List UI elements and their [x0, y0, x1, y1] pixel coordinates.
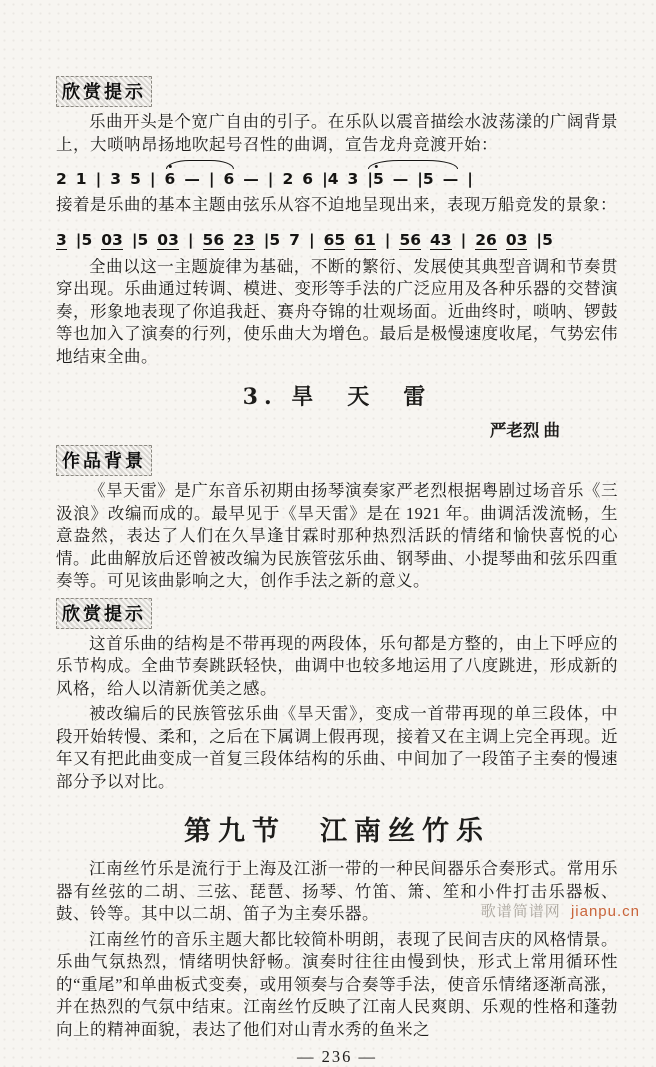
tips-label-hantianlei: 欣赏提示: [56, 598, 152, 629]
page-number: — 236 —: [297, 1047, 377, 1066]
paragraph-jiangnan-2: 江南丝竹的音乐主题大都比较简朴明朗，表现了民间吉庆的风格情景。乐曲气氛热烈，情绪明快舒畅。演奏时往往由慢到快，形式上常用循环性的“重尾”和单曲板式变奏，或用领奏与合奏等手法，使音乐情绪逐渐高涨，并在热烈的气氛中结束。江南丝竹反映了江南人民爽朗、乐观的性格和蓬勃向上的精神面貌，表达了他们对山青水秀的鱼米之: [56, 929, 618, 1039]
paragraph-dragon-boat-development: 全曲以这一主题旋律为基础，不断的繁衍、发展使其典型音调和节奏贯穿出现。乐曲通过转调、模进、变形等手法的广泛应用及各种乐器的交替演奏，形象地表现了你追我赶、赛舟夺锦的壮观场面。近曲终时，唢呐、锣鼓等也加入了演奏的行列，使乐曲大为增色。最后是极慢速度收尾，气势宏伟地结束全曲。: [56, 256, 618, 366]
watermark-site-link[interactable]: jianpu.cn: [570, 903, 640, 920]
composer-credit: 严老烈 曲: [489, 421, 560, 440]
paragraph-hantianlei-background: 《旱天雷》是广东音乐初期由扬琴演奏家严老烈根据粤剧过场音乐《三汲浪》改编而成的。最早见于《旱天雷》是在 1921 年。曲调活泼流畅，生意盎然，表达了人们在久旱逢甘霖时那种热烈活跃的情绪和愉快喜悦的心情。此曲解放后还曾被改编为民族管弦乐曲、钢琴曲、小提琴曲和弦乐四重奏等。可见该曲影响之大，创作手法之新的意义。: [56, 481, 618, 590]
notation-line-intro-theme: 2 1 | 3 5 | 6 — | 6 — | 2 6 |4 3 |5 — |5 — |: [56, 170, 473, 188]
watermark: [481, 900, 640, 921]
paragraph-dragon-boat-theme: 接着是乐曲的基本主题由弦乐从容不迫地呈现出来，表现万船竞发的景象：: [56, 195, 617, 214]
background-label: 作品背景: [56, 445, 152, 476]
song-title-hantianlei: 3. 旱 天 雷: [242, 384, 432, 410]
watermark-site-name: 歌谱简谱网: [480, 903, 561, 920]
paragraph-hantianlei-tips-2: 被改编后的民族管弦乐曲《旱天雷》，变成一首带再现的单三段体，中段开始转慢、柔和，之后在下属调上假再现，接着又在主调上完全再现。近年又有把此曲变成一首复三段体结构的乐曲、中间加了一段笛子主奏的慢速部分予以对比。: [56, 704, 618, 791]
section-title-jiangnan-sizhu: 第九节 江南丝竹乐: [184, 816, 490, 847]
tips-label-dragon-boat: 欣赏提示: [56, 76, 152, 107]
paragraph-dragon-boat-intro: 乐曲开头是个宽广自由的引子。在乐队以震音描绘水波荡漾的广阔背景上，大唢呐昂扬地吹起号召性的曲调，宣告龙舟竞渡开始：: [56, 112, 618, 154]
paragraph-hantianlei-tips-1: 这首乐曲的结构是不带再现的两段体，乐句都是方整的，由上下呼应的乐节构成。全曲节奏跳跃轻快，曲调中也较多地运用了八度跳进，形成新的风格，给人以清新优美之感。: [56, 633, 618, 698]
paragraph-jiangnan-1: 江南丝竹乐是流行于上海及江浙一带的一种民间器乐合奏形式。常用乐器有丝弦的二胡、三弦、琵琶、扬琴、竹笛、箫、笙和小件打击乐器板、鼓、铃等。其中以二胡、笛子为主奏乐器。: [56, 859, 618, 923]
notation-line-main-theme: 3 |5 03 |5 03 | 56 23 |5 7 | 65 61 | 56 43 | 26 03 |5: [56, 230, 553, 249]
